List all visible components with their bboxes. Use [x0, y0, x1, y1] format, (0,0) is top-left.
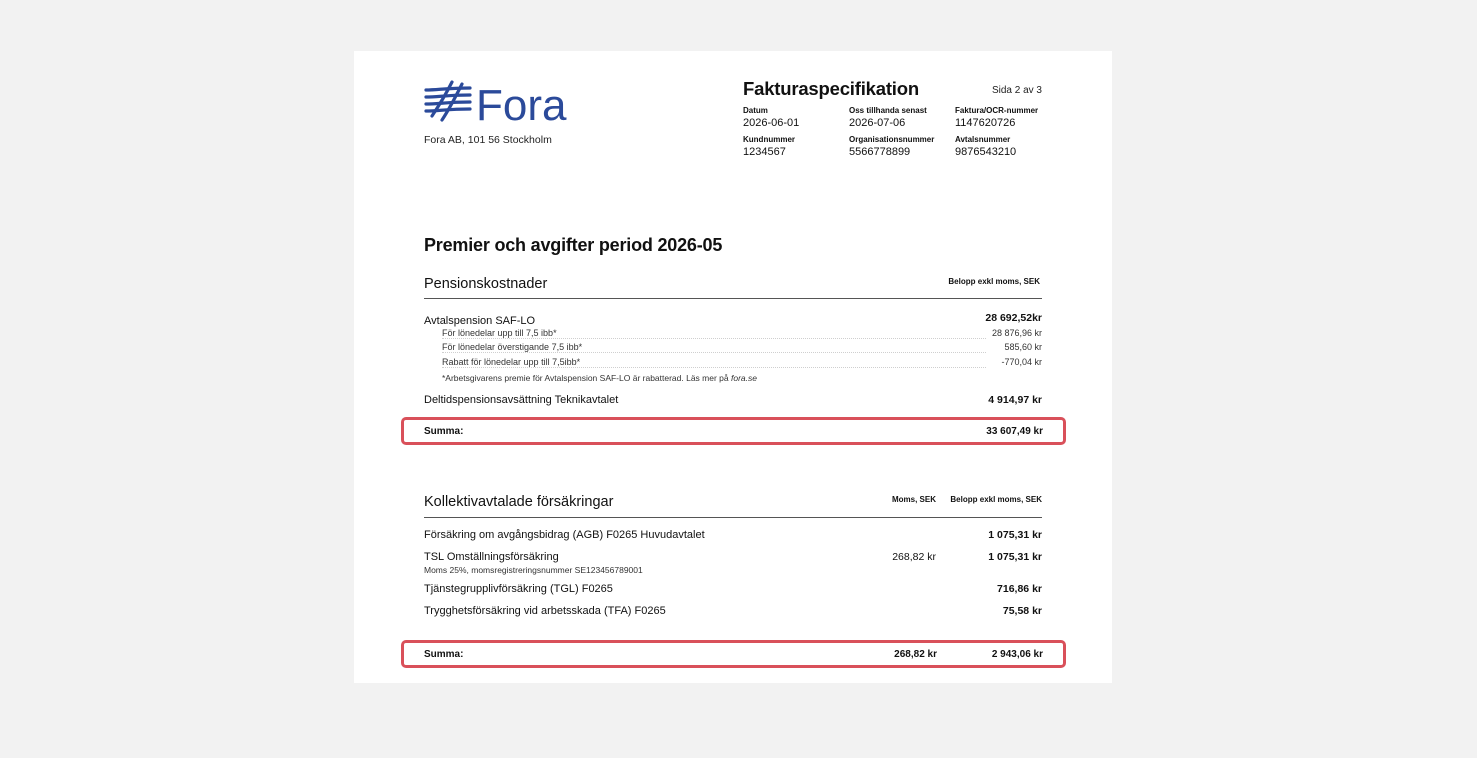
row-label: Avtalspension SAF-LO [424, 315, 536, 327]
field-value: 2026-07-06 [849, 117, 906, 129]
insurance-row [424, 605, 1042, 621]
field-label: Datum [743, 106, 768, 115]
row-label: Tjänstegrupplivförsäkring (TGL) F0265 [424, 583, 613, 595]
sub-item-row [442, 328, 1042, 340]
field-ocr [955, 106, 1061, 131]
page-indicator: Sida 2 av 3 [991, 85, 1042, 96]
field-value: 1147620726 [955, 117, 1016, 129]
field-label: Organisationsnummer [849, 135, 935, 144]
field-value: 5566778899 [849, 146, 911, 158]
dotted-leader [442, 367, 986, 368]
field-orgnummer [849, 135, 955, 160]
row-label: Trygghetsförsäkring vid arbetsskada (TFA) F0265 [424, 605, 666, 617]
amount-column-header: Belopp exkl moms, SEK [948, 277, 1040, 286]
fora-logo-text: Fora [476, 81, 567, 124]
summa-moms: 268,82 kr [894, 649, 937, 660]
moms-column-header: Moms, SEK [891, 495, 936, 504]
field-kundnummer [743, 135, 849, 160]
field-value: 1234567 [743, 146, 786, 158]
sub-item-row [442, 342, 1042, 354]
insurance-section-title: Kollektivavtalade försäkringar [424, 494, 614, 510]
field-label: Oss tillhanda senast [849, 106, 927, 115]
row-note: Moms 25%, momsregistreringsnummer SE123456789001 [424, 565, 643, 575]
field-value: 2026-06-01 [743, 117, 800, 129]
summa-total: 33 607,49 kr [986, 426, 1043, 437]
pension-summa-box [401, 417, 1066, 445]
row-amount: 1 075,31 kr [988, 529, 1042, 541]
footnote [442, 373, 757, 383]
row-label: Deltidspensionsavsättning Teknikavtalet [424, 394, 619, 406]
summa-label: Summa: [424, 426, 464, 437]
sub-item-amount: 585,60 kr [1004, 342, 1042, 352]
insurance-row [424, 529, 1042, 545]
insurance-row [424, 551, 1042, 579]
row-label: TSL Omställningsförsäkring [424, 551, 559, 563]
insurance-section-header [424, 491, 1042, 518]
sub-item-amount: -770,04 kr [1001, 357, 1042, 367]
sub-item-row [442, 357, 1042, 369]
summa-label: Summa: [424, 649, 464, 660]
sub-item-label: Rabatt för lönedelar upp till 7,5ibb* [442, 357, 583, 367]
invoice-meta [743, 106, 1043, 162]
pension-section-title: Pensionskostnader [424, 276, 548, 292]
fora-link[interactable]: fora.se [731, 373, 757, 383]
row-label: Försäkring om avgångsbidrag (AGB) F0265 Huvudavtalet [424, 529, 705, 541]
insurance-row [424, 583, 1042, 599]
field-oss-tillhanda [849, 106, 955, 131]
row-amount: 716,86 kr [997, 583, 1042, 595]
field-label: Avtalsnummer [955, 135, 1011, 144]
dotted-leader [442, 338, 986, 339]
dotted-leader [442, 352, 986, 353]
document-title: Fakturaspecifikation [743, 78, 919, 99]
fora-logo-mark-icon [424, 80, 574, 124]
field-label: Kundnummer [743, 135, 795, 144]
amount-column-header: Belopp exkl moms, SEK [950, 495, 1042, 504]
invoice-page [354, 51, 1112, 683]
sub-item-label: För lönedelar upp till 7,5 ibb* [442, 328, 560, 338]
field-datum [743, 106, 849, 131]
pension-section-header [424, 273, 1042, 299]
field-label: Faktura/OCR-nummer [955, 106, 1039, 115]
fora-logo [424, 80, 574, 124]
company-address: Fora AB, 101 56 Stockholm [424, 134, 552, 146]
field-avtalsnummer [955, 135, 1061, 160]
summa-total: 2 943,06 kr [991, 649, 1043, 660]
deltid-row [424, 393, 1042, 409]
period-title: Premier och avgifter period 2026-05 [424, 235, 723, 255]
row-amount: 75,58 kr [1002, 605, 1042, 617]
field-value: 9876543210 [955, 146, 1017, 158]
insurance-summa-box [401, 640, 1066, 668]
row-moms: 268,82 kr [892, 551, 936, 563]
footnote-text: *Arbetsgivarens premie för Avtalspension SAF-LO är rabatterad. Läs mer på [442, 373, 729, 383]
sub-item-label: För lönedelar överstigande 7,5 ibb* [442, 342, 585, 352]
row-amount: 4 914,97 kr [988, 394, 1042, 406]
row-amount: 28 692,52kr [985, 312, 1042, 324]
row-amount: 1 075,31 kr [988, 551, 1042, 563]
sub-item-amount: 28 876,96 kr [991, 328, 1042, 338]
